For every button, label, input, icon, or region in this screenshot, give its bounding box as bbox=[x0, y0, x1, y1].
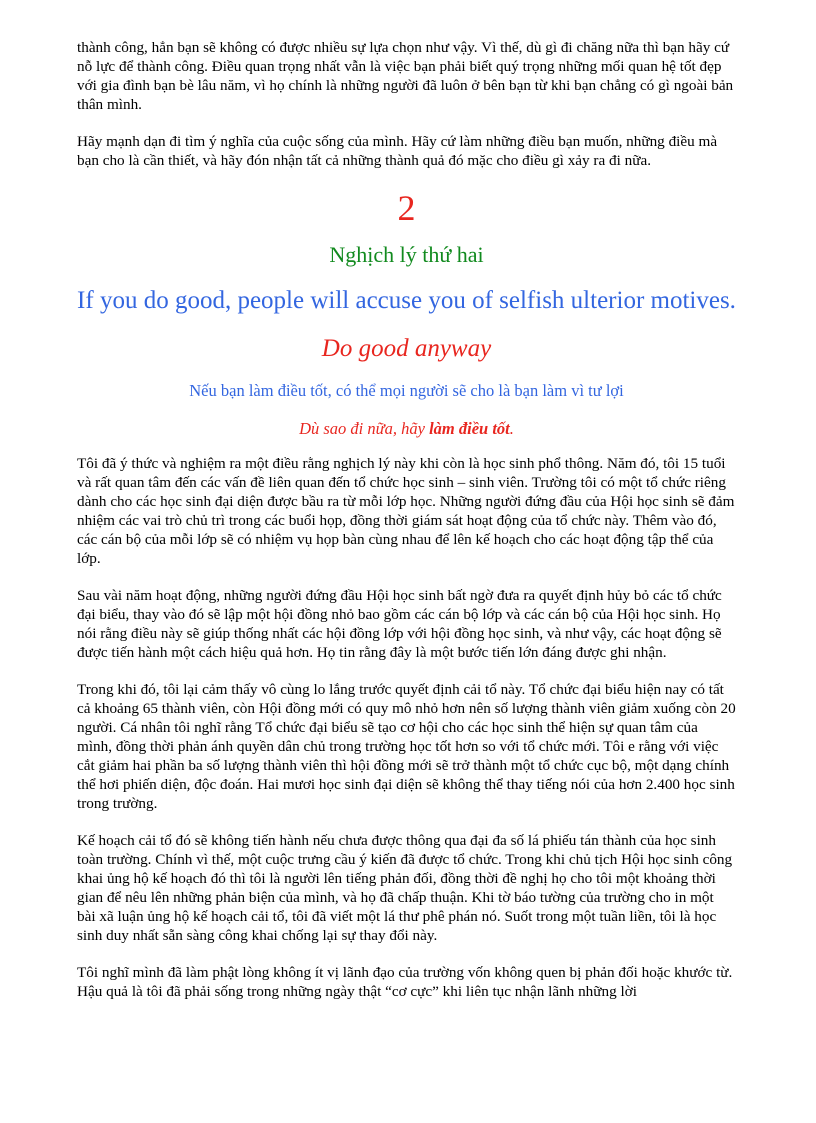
chapter-title: Nghịch lý thứ hai bbox=[329, 242, 484, 267]
advice-english: Do good anyway bbox=[321, 335, 492, 362]
paragraph-body-4: Kế hoạch cải tổ đó sẽ không tiến hành nếu chưa được thông qua đại đa số lá phiếu tán thành của học sinh toàn trường. Chính vì thế, một cuộc trưng cầu ý kiến đã được tổ chức. Trong khi chủ tịch Hội học sinh công khai ủng hộ kế hoạch đó thì tôi là người lên tiếng phản đối, đồng thời đề nghị họ cho tôi một khoảng thời gian để nêu lên những phản biện của mình, và họ đã chấp thuận. Khi tờ báo tường của trường cho in một bài xã luận ủng hộ kế hoạch cải tổ, tôi đã viết một lá thư phê phán nó. Suốt trong một tuần liền, tôi là học sinh duy nhất sẵn sàng công khai chống lại sự thay đổi này. bbox=[77, 832, 733, 944]
chapter-number: 2 bbox=[397, 188, 416, 228]
advice-vn-prefix: Dù sao đi nữa, hãy bbox=[299, 419, 430, 438]
paragraph-body-2: Sau vài năm hoạt động, những người đứng đầu Hội học sinh bất ngờ đưa ra quyết định hủy bỏ các tổ chức đại biểu, thay vào đó sẽ lập một hội đồng nhỏ bao gồm các cán bộ lớp và các cán bộ của Hội học sinh. Họ nói rằng điều này sẽ giúp thống nhất các hội đồng lớp với hội đồng học sinh, và như vậy, các hoạt động sẽ được tiến hành một cách hiệu quả hơn. Họ tin rằng đây là một bước tiến lớn đáng được ghi nhận. bbox=[77, 587, 722, 661]
paragraph-body-1: Tôi đã ý thức và nghiệm ra một điều rằng nghịch lý này khi còn là học sinh phổ thông. Năm đó, tôi 15 tuổi và rất quan tâm đến các vấn đề liên quan đến tổ chức học sinh – sinh viên. Trường tôi có một tổ chức riêng dành cho các học sinh đại diện được bầu ra từ mỗi lớp học. Những người đứng đầu của Hội học sinh sẽ đảm nhiệm các vai trò chủ trì trong các buổi họp, đồng thời giám sát hoạt động của tổ chức này. Thêm vào đó, các cán bộ của mỗi lớp sẽ có nhiệm vụ họp bàn cùng nhau để lên kế hoạch cho các hoạt động tập thể của lớp. bbox=[77, 455, 735, 567]
paradox-vietnamese: Nếu bạn làm điều tốt, có thể mọi người sẽ cho là bạn làm vì tư lợi bbox=[189, 381, 624, 400]
paradox-english: If you do good, people will accuse you of selfish ulterior motives. bbox=[77, 287, 736, 314]
paragraph-intro-2: Hãy mạnh dạn đi tìm ý nghĩa của cuộc sống của mình. Hãy cứ làm những điều bạn muốn, những điều mà bạn cho là cần thiết, và hãy đón nhận tất cả những thành quả đó mặc cho điều gì xảy ra đi nữa. bbox=[77, 133, 718, 169]
advice-vietnamese bbox=[77, 418, 736, 440]
advice-vn-suffix: . bbox=[509, 419, 514, 438]
paragraph-intro-1: thành công, hẳn bạn sẽ không có được nhiều sự lựa chọn như vậy. Vì thế, dù gì đi chăng nữa thì bạn hãy cứ nỗ lực để thành công. Điều quan trọng nhất vẫn là việc bạn phải biết quý trọng những mối quan hệ tốt đẹp với gia đình bạn bè lâu năm, vì họ chính là những người đã luôn ở bên bạn từ khi bạn chẳng có gì ngoài bản thân mình. bbox=[77, 39, 734, 113]
paragraph-body-5: Tôi nghĩ mình đã làm phật lòng không ít vị lãnh đạo của trường vốn không quen bị phản đối hoặc khước từ. Hậu quả là tôi đã phải sống trong những ngày thật “cơ cực” khi liên tục nhận lãnh những lời bbox=[77, 964, 733, 1000]
advice-vn-emphasis: làm điều tốt bbox=[429, 419, 510, 438]
paragraph-body-3: Trong khi đó, tôi lại cảm thấy vô cùng lo lắng trước quyết định cải tổ này. Tổ chức đại biểu hiện nay có tất cả khoảng 65 thành viên, còn Hội đồng mới có quy mô nhỏ hơn nên số lượng thành viên giảm xuống còn 20 người. Cá nhân tôi nghĩ rằng Tổ chức đại biểu sẽ tạo cơ hội cho các học sinh thể hiện sự quan tâm của mình, đồng thời phản ánh quyền dân chủ trong trường học tốt hơn so với tổ chức mới. Tôi e rằng với việc cắt giảm hai phần ba số lượng thành viên thì hội đồng mới sẽ trở thành một tổ chức cục bộ, một dạng chính thể hơi phiến diện, độc đoán. Hai mươi học sinh đại diện sẽ không thể thay tiếng nói của hơn 2.400 học sinh trong trường. bbox=[77, 681, 736, 812]
